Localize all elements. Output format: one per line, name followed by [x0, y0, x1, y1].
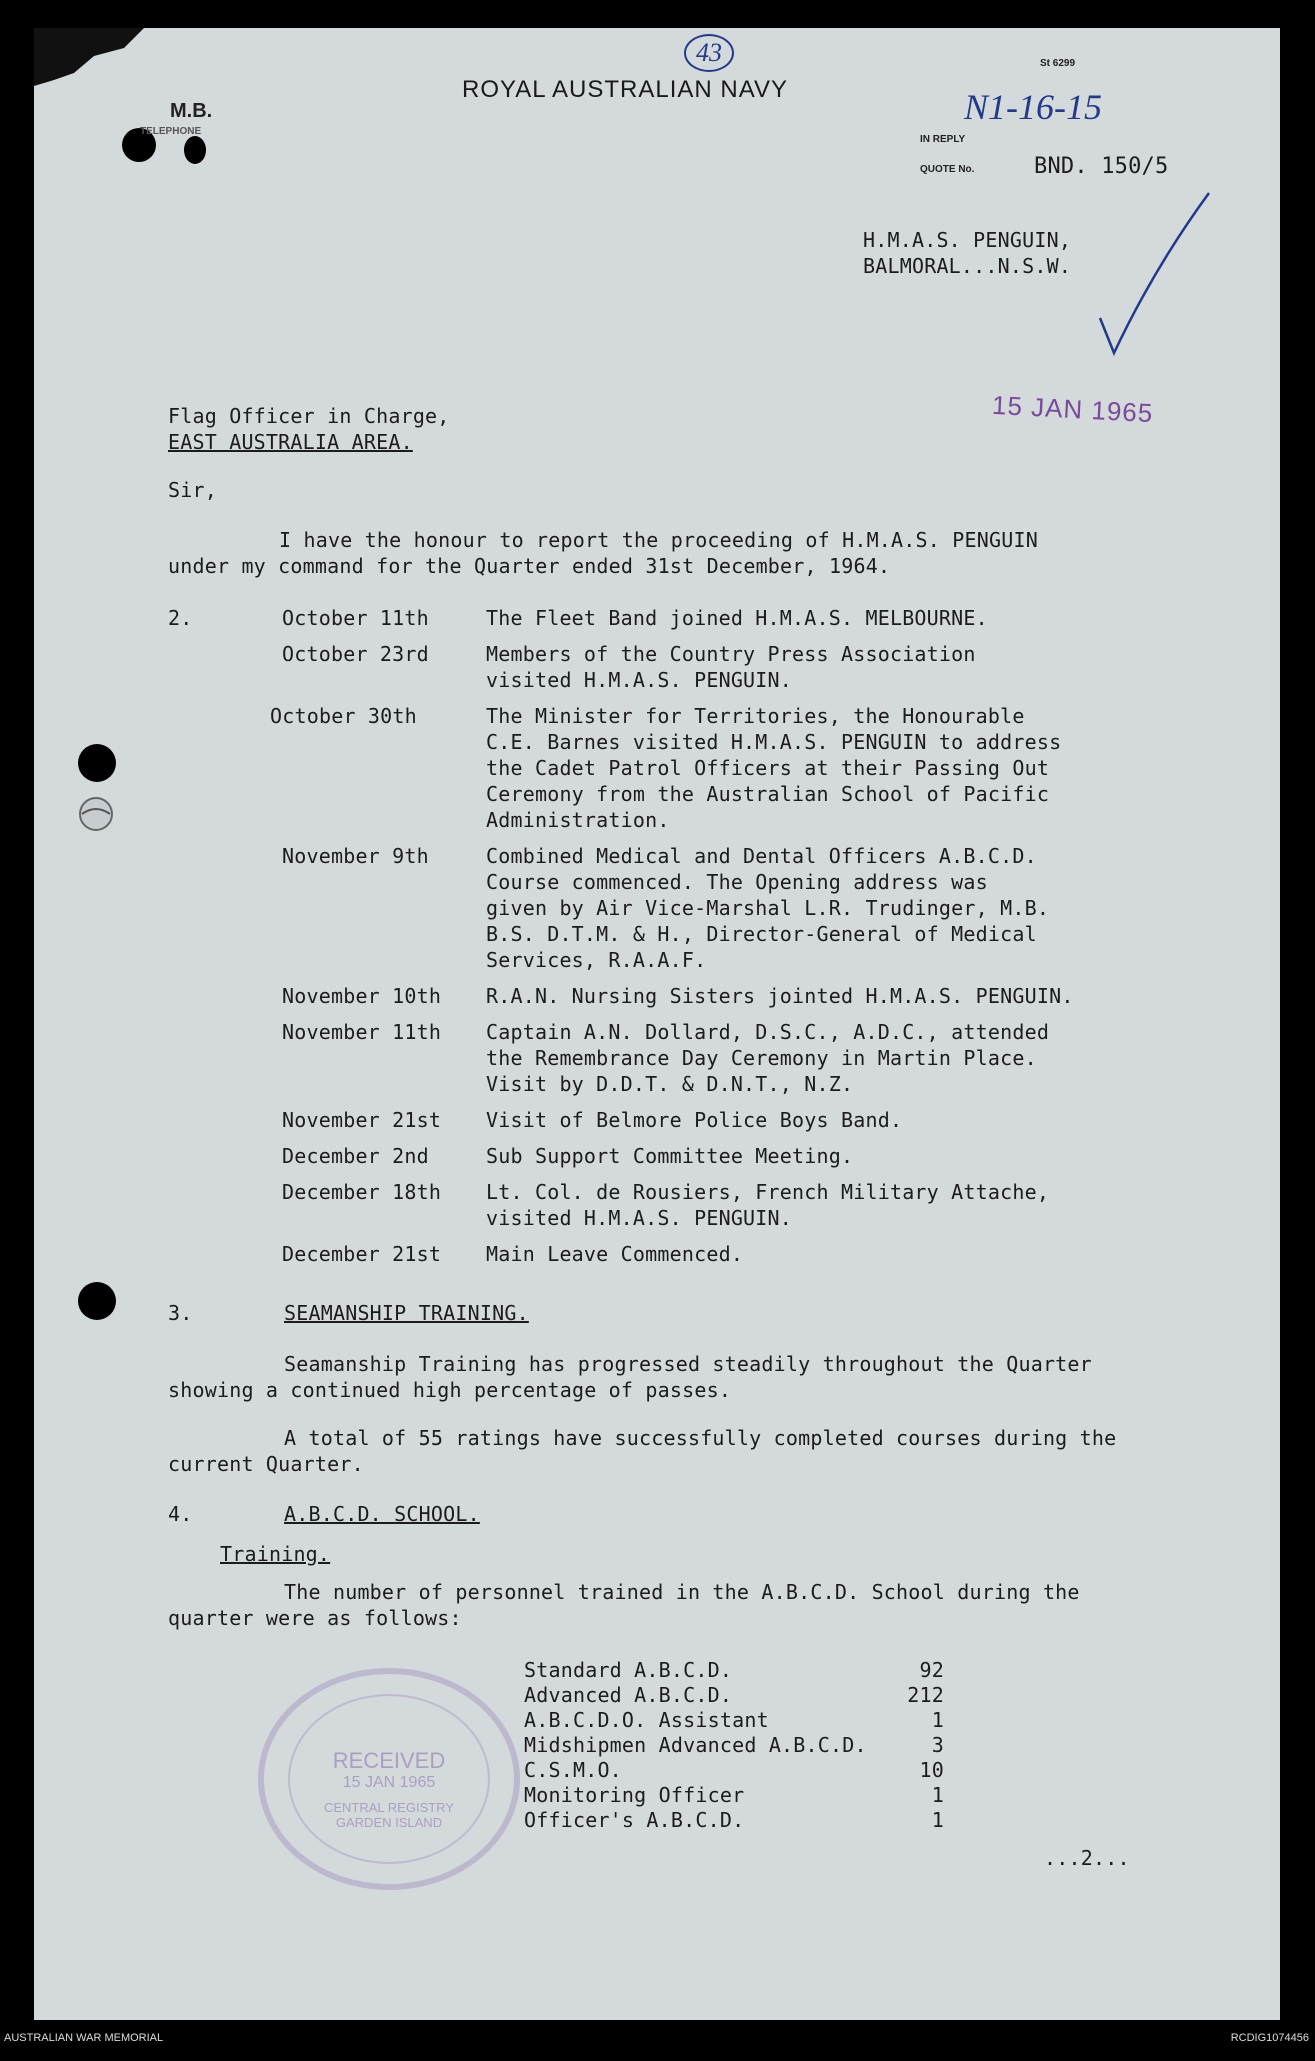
- event-description-line: the Remembrance Day Ceremony in Martin Place.: [486, 1046, 1037, 1070]
- received-stamp-date: 15 JAN 1965: [342, 1774, 436, 1791]
- section-4-intro-line2: quarter were as follows:: [168, 1606, 462, 1630]
- footer-left: AUSTRALIAN WAR MEMORIAL: [4, 2032, 164, 2044]
- event-description-line: The Minister for Territories, the Honourable: [486, 704, 1025, 728]
- continued-marker: ...2...: [1044, 1846, 1130, 1870]
- received-stamp-office: CENTRAL REGISTRY: [323, 1800, 455, 1815]
- event-description-line: visited H.M.A.S. PENGUIN.: [486, 668, 793, 692]
- section-3-para1-line1: Seamanship Training has progressed steadily throughout the Quarter: [284, 1352, 1092, 1376]
- intro-line2: under my command for the Quarter ended 31st December, 1964.: [168, 554, 891, 578]
- event-description-line: Services, R.A.A.F.: [486, 948, 707, 972]
- event-date: October 30th: [270, 704, 417, 728]
- course-count: 1: [931, 1708, 944, 1732]
- salutation: Sir,: [168, 478, 217, 502]
- event-description-line: R.A.N. Nursing Sisters jointed H.M.A.S. PENGUIN.: [486, 984, 1074, 1008]
- course-name: Standard A.B.C.D.: [524, 1658, 733, 1682]
- punch-hole: [78, 744, 116, 782]
- event-description-line: Course commenced. The Opening address was: [486, 870, 988, 894]
- event-date: October 11th: [282, 606, 429, 630]
- section-4-heading: A.B.C.D. SCHOOL.: [284, 1502, 480, 1526]
- course-name: Advanced A.B.C.D.: [524, 1683, 733, 1707]
- course-name: Midshipmen Advanced A.B.C.D.: [524, 1733, 867, 1757]
- punch-hole: [184, 136, 206, 164]
- handwritten-tick: [1094, 188, 1214, 358]
- event-date: December 18th: [282, 1180, 442, 1204]
- intro-line1: I have the honour to report the proceeding of H.M.A.S. PENGUIN: [279, 528, 1038, 552]
- recipient-line2: EAST AUSTRALIA AREA.: [168, 430, 413, 454]
- event-date: November 21st: [282, 1108, 442, 1132]
- event-date: November 10th: [282, 984, 442, 1008]
- event-description-line: Ceremony from the Australian School of Pacific: [486, 782, 1050, 806]
- event-description-line: Captain A.N. Dollard, D.S.C., A.D.C., attended: [486, 1020, 1050, 1044]
- section-3-para2-line1: A total of 55 ratings have successfully completed courses during the: [284, 1426, 1117, 1450]
- telephone-label: TELEPHONE: [140, 126, 202, 137]
- section-4-subheading: Training.: [220, 1542, 331, 1566]
- event-date: December 2nd: [282, 1144, 429, 1168]
- handwritten-file-ref: N1-16-15: [964, 87, 1102, 127]
- course-count: 212: [907, 1683, 944, 1707]
- quote-number: BND. 150/5: [1034, 154, 1169, 179]
- event-description-line: Main Leave Commenced.: [486, 1242, 744, 1266]
- event-date: October 23rd: [282, 642, 429, 666]
- received-stamp-label: RECEIVED: [332, 1748, 446, 1773]
- course-count: 10: [919, 1758, 944, 1782]
- footer-right: RCDIG1074456: [1230, 2032, 1309, 2044]
- form-number: St 6299: [1040, 58, 1076, 69]
- letterhead-title: ROYAL AUSTRALIAN NAVY: [462, 76, 788, 103]
- date-stamp: 15 JAN 1965: [991, 389, 1155, 429]
- sender-initials: M.B.: [170, 100, 213, 122]
- event-description-line: Administration.: [486, 808, 670, 832]
- course-count: 3: [931, 1733, 944, 1757]
- handwritten-folio: 43: [684, 34, 734, 72]
- event-description-line: Sub Support Committee Meeting.: [486, 1144, 854, 1168]
- event-description-line: Lt. Col. de Rousiers, French Military Attache,: [486, 1180, 1050, 1204]
- address-line2: BALMORAL...N.S.W.: [863, 254, 1072, 278]
- section-3-para2-line2: current Quarter.: [168, 1452, 364, 1476]
- received-stamp-location: GARDEN ISLAND: [335, 1815, 443, 1830]
- section-4-number: 4.: [168, 1502, 193, 1526]
- event-description-line: the Cadet Patrol Officers at their Passing Out: [486, 756, 1050, 780]
- section-3-heading: SEAMANSHIP TRAINING.: [284, 1301, 529, 1325]
- section-3-number: 3.: [168, 1301, 193, 1325]
- course-count: 1: [931, 1783, 944, 1807]
- document-page: [34, 28, 1280, 2020]
- recipient-line1: Flag Officer in Charge,: [168, 404, 450, 428]
- event-description-line: C.E. Barnes visited H.M.A.S. PENGUIN to address: [486, 730, 1062, 754]
- section-3-para1-line2: showing a continued high percentage of passes.: [168, 1378, 732, 1402]
- event-description-line: The Fleet Band joined H.M.A.S. MELBOURNE.: [486, 606, 988, 630]
- event-date: November 9th: [282, 844, 429, 868]
- event-date: December 21st: [282, 1242, 442, 1266]
- in-reply-label: IN REPLY: [920, 134, 966, 145]
- event-description-line: Members of the Country Press Association: [486, 642, 976, 666]
- received-stamp: [254, 1748, 524, 1830]
- quote-no-label: QUOTE No.: [920, 164, 975, 175]
- event-description-line: Combined Medical and Dental Officers A.B.C.D.: [486, 844, 1037, 868]
- course-name: C.S.M.O.: [524, 1758, 622, 1782]
- course-name: Officer's A.B.C.D.: [524, 1808, 745, 1832]
- event-description-line: B.S. D.T.M. & H., Director-General of Medical: [486, 922, 1037, 946]
- punch-hole: [78, 1282, 116, 1320]
- course-count: 1: [931, 1808, 944, 1832]
- torn-corner: [34, 28, 144, 88]
- course-name: Monitoring Officer: [524, 1783, 745, 1807]
- event-date: November 11th: [282, 1020, 442, 1044]
- address-line1: H.M.A.S. PENGUIN,: [863, 228, 1072, 252]
- course-count: 92: [919, 1658, 944, 1682]
- event-description-line: Visit by D.D.T. & D.N.T., N.Z.: [486, 1072, 854, 1096]
- section-2-number: 2.: [168, 606, 193, 630]
- event-description-line: Visit of Belmore Police Boys Band.: [486, 1108, 903, 1132]
- punch-hole-partial: [78, 796, 114, 832]
- section-4-intro-line1: The number of personnel trained in the A.B.C.D. School during the: [284, 1580, 1080, 1604]
- event-description-line: given by Air Vice-Marshal L.R. Trudinger, M.B.: [486, 896, 1050, 920]
- course-name: A.B.C.D.O. Assistant: [524, 1708, 769, 1732]
- event-description-line: visited H.M.A.S. PENGUIN.: [486, 1206, 793, 1230]
